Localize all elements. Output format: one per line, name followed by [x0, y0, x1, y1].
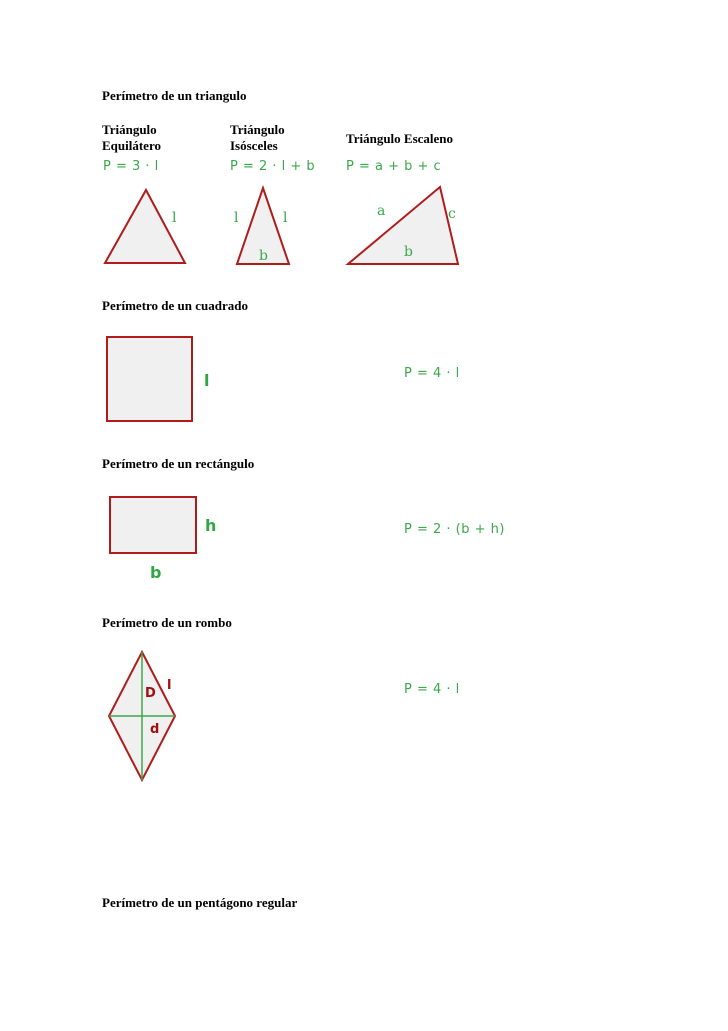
scalene-label-b: b	[404, 244, 413, 260]
rhombus-major-diag-label: D	[145, 686, 156, 701]
rhombus-side-label: l	[167, 678, 172, 693]
isosceles-title-line1: Triángulo	[230, 122, 285, 137]
scalene-formula: P = a + b + c	[346, 159, 442, 174]
heading-square: Perímetro de un cuadrado	[102, 298, 248, 313]
isosceles-formula: P = 2 · l + b	[230, 159, 316, 174]
heading-rhombus: Perímetro de un rombo	[102, 615, 232, 630]
scalene-title: Triángulo Escaleno	[346, 131, 454, 146]
equilateral-side-label: l	[172, 210, 177, 226]
equilateral-formula: P = 3 · l	[103, 159, 159, 174]
rectangle-height-label: h	[205, 516, 217, 535]
scalene-label-c: c	[448, 206, 456, 222]
rectangle-base-label: b	[150, 563, 162, 582]
isosceles-base-label: b	[259, 248, 268, 264]
equilateral-title-line1: Triángulo	[102, 122, 157, 137]
heading-rectangle: Perímetro de un rectángulo	[102, 456, 255, 471]
equilateral-title-line2: Equilátero	[102, 138, 161, 153]
rhombus-formula: P = 4 · l	[404, 682, 460, 697]
isosceles-side-label-right: l	[283, 210, 288, 226]
isosceles-side-label-left: l	[234, 210, 239, 226]
heading-triangle: Perímetro de un triangulo	[102, 88, 247, 103]
square-side-label: l	[204, 371, 210, 390]
square-formula: P = 4 · l	[404, 366, 460, 381]
rhombus-minor-diag-label: d	[150, 722, 160, 737]
rectangle-formula: P = 2 · (b + h)	[404, 522, 505, 537]
scalene-label-a: a	[377, 203, 386, 219]
heading-pentagon: Perímetro de un pentágono regular	[102, 895, 298, 910]
isosceles-title-line2: Isósceles	[230, 138, 278, 153]
